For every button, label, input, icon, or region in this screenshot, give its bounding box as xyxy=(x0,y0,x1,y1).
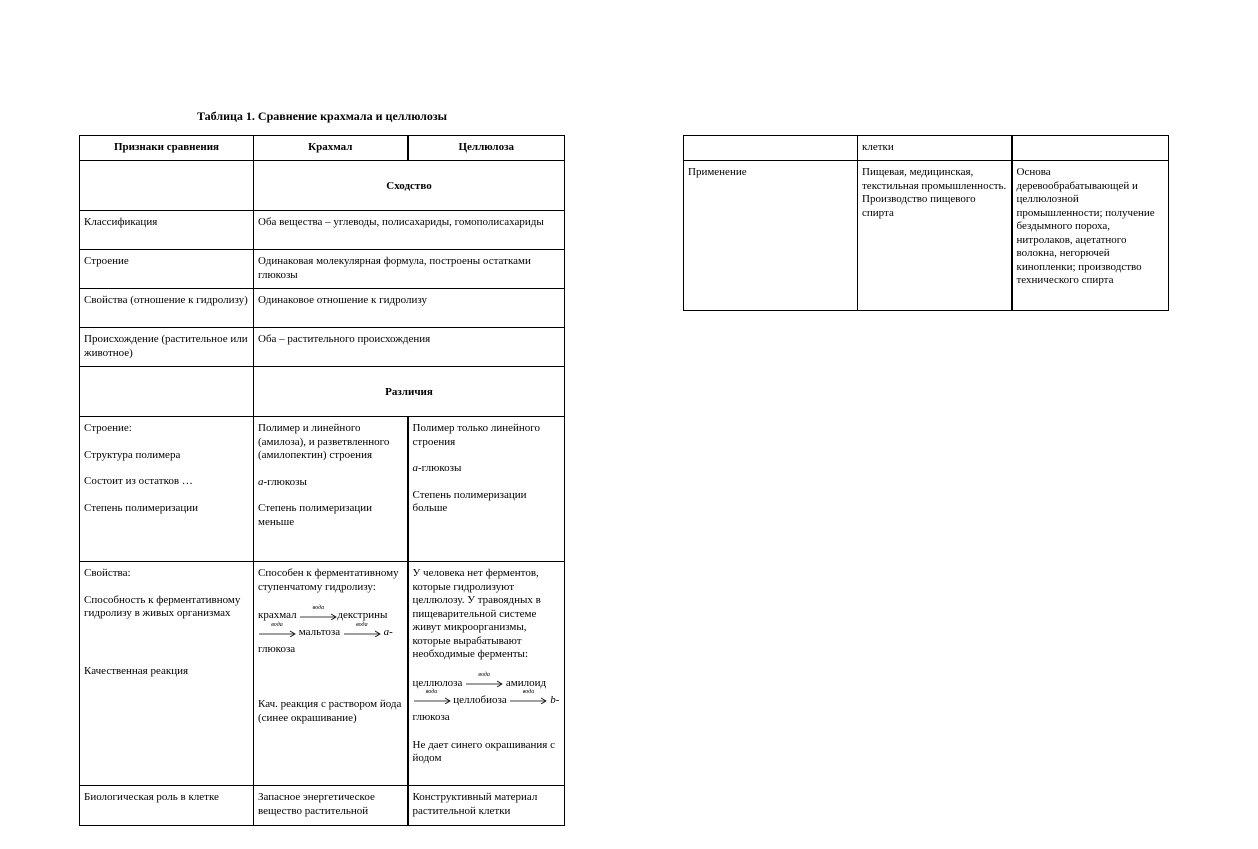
empty-cell xyxy=(684,136,858,161)
cellulose-hydrolysis-text: У человека нет ферментов, которые гидролизуют целлюлозу. У травоядных в пищеварительной системе живут микроорганизмы, которые вырабатывают необходимые ферменты: xyxy=(412,567,541,660)
structure-labels xyxy=(80,417,254,562)
row-value-classification: Оба вещества – углеводы, полисахариды, гомополисахариды xyxy=(254,211,565,250)
properties-starch xyxy=(254,562,408,786)
cellulose-iodine-reaction: Не дает синего окрашивания с йодом xyxy=(412,738,556,764)
comparison-table-continued xyxy=(683,135,1169,311)
starch-hydrolysis-text: Способен к ферментативному ступенчатому гидролизу: xyxy=(258,567,399,593)
header-cellulose: Целлюлоза xyxy=(408,136,565,161)
row-value-hydrolysis: Одинаковое отношение к гидролизу xyxy=(254,289,565,328)
starch-residues: a-глюкозы xyxy=(258,475,307,488)
arrow-icon: вода xyxy=(413,695,451,704)
arrow-icon: вода xyxy=(509,695,547,704)
starch-hydrolysis-chain: крахмал вода декстрины вода мальтоза вода a-глюкоза xyxy=(258,604,393,655)
bio-role-starch: Запасное энергетическое вещество растительной xyxy=(254,786,408,826)
header-criteria: Признаки сравнения xyxy=(80,136,254,161)
structure-cellulose xyxy=(408,417,565,562)
empty-cell xyxy=(1012,136,1169,161)
header-starch: Крахмал xyxy=(254,136,408,161)
properties-label-head: Свойства: xyxy=(84,567,131,579)
empty-cell xyxy=(80,161,254,211)
row-label-bio-role: Биологическая роль в клетке xyxy=(80,786,254,826)
cellulose-hydrolysis-chain: целлюлоза вода амилоид вода целлобиоза вода b-глюкоза xyxy=(412,672,560,723)
arrow-icon: вода xyxy=(343,628,381,637)
row-label-structure: Строение xyxy=(80,250,254,289)
starch-polymer-type: Полимер и линейного (амилоза), и разветвленного (амилопектин) строения xyxy=(258,422,390,461)
continuation-starch: клетки xyxy=(858,136,1012,161)
table-title: Таблица 1. Сравнение крахмала и целлюлозы xyxy=(196,109,448,123)
application-cellulose: Основа деревообрабатывающей и целлюлозной промышленности; получение бездымного пороха, нитролаков, ацетатного волокна, негорючей кинопленки; производство технического спирта xyxy=(1012,161,1169,311)
properties-label-reaction: Качественная реакция xyxy=(84,664,189,677)
structure-label-polymer: Структура полимера xyxy=(84,448,181,461)
properties-labels xyxy=(80,562,254,786)
row-label-hydrolysis: Свойства (отношение к гидролизу) xyxy=(80,289,254,328)
structure-label-head: Строение: xyxy=(84,422,132,434)
cellulose-degree: Степень полимеризации больше xyxy=(412,488,527,514)
comparison-table xyxy=(79,135,565,826)
cellulose-polymer-type: Полимер только линейного строения xyxy=(412,422,540,448)
properties-cellulose xyxy=(408,562,565,786)
section-similarity: Сходство xyxy=(254,161,565,211)
application-starch: Пищевая, медицинская, текстильная промышленность. Производство пищевого спирта xyxy=(858,161,1012,311)
cellulose-residues: a-глюкозы xyxy=(412,462,462,474)
properties-label-hydrolysis: Способность к ферментативному гидролизу в живых организмах xyxy=(84,593,241,619)
row-label-classification: Классификация xyxy=(80,211,254,250)
arrow-icon: вода xyxy=(299,611,337,620)
bio-role-cellulose: Конструктивный материал растительной клетки xyxy=(408,786,565,826)
row-label-origin: Происхождение (растительное или животное) xyxy=(80,328,254,367)
row-value-origin: Оба – растительного происхождения xyxy=(254,328,565,367)
row-label-application: Применение xyxy=(684,161,858,311)
structure-starch xyxy=(254,417,408,562)
starch-iodine-reaction: Кач. реакция с раствором йода (синее окрашивание) xyxy=(258,698,402,724)
starch-degree: Степень полимеризации меньше xyxy=(258,502,373,528)
structure-label-degree: Степень полимеризации xyxy=(84,501,199,514)
section-differences: Различия xyxy=(254,367,565,417)
arrow-icon: вода xyxy=(258,628,296,637)
arrow-icon: вода xyxy=(465,678,503,687)
empty-cell xyxy=(80,367,254,417)
row-value-structure: Одинаковая молекулярная формула, построены остатками глюкозы xyxy=(254,250,565,289)
structure-label-residues: Состоит из остатков … xyxy=(84,475,193,487)
